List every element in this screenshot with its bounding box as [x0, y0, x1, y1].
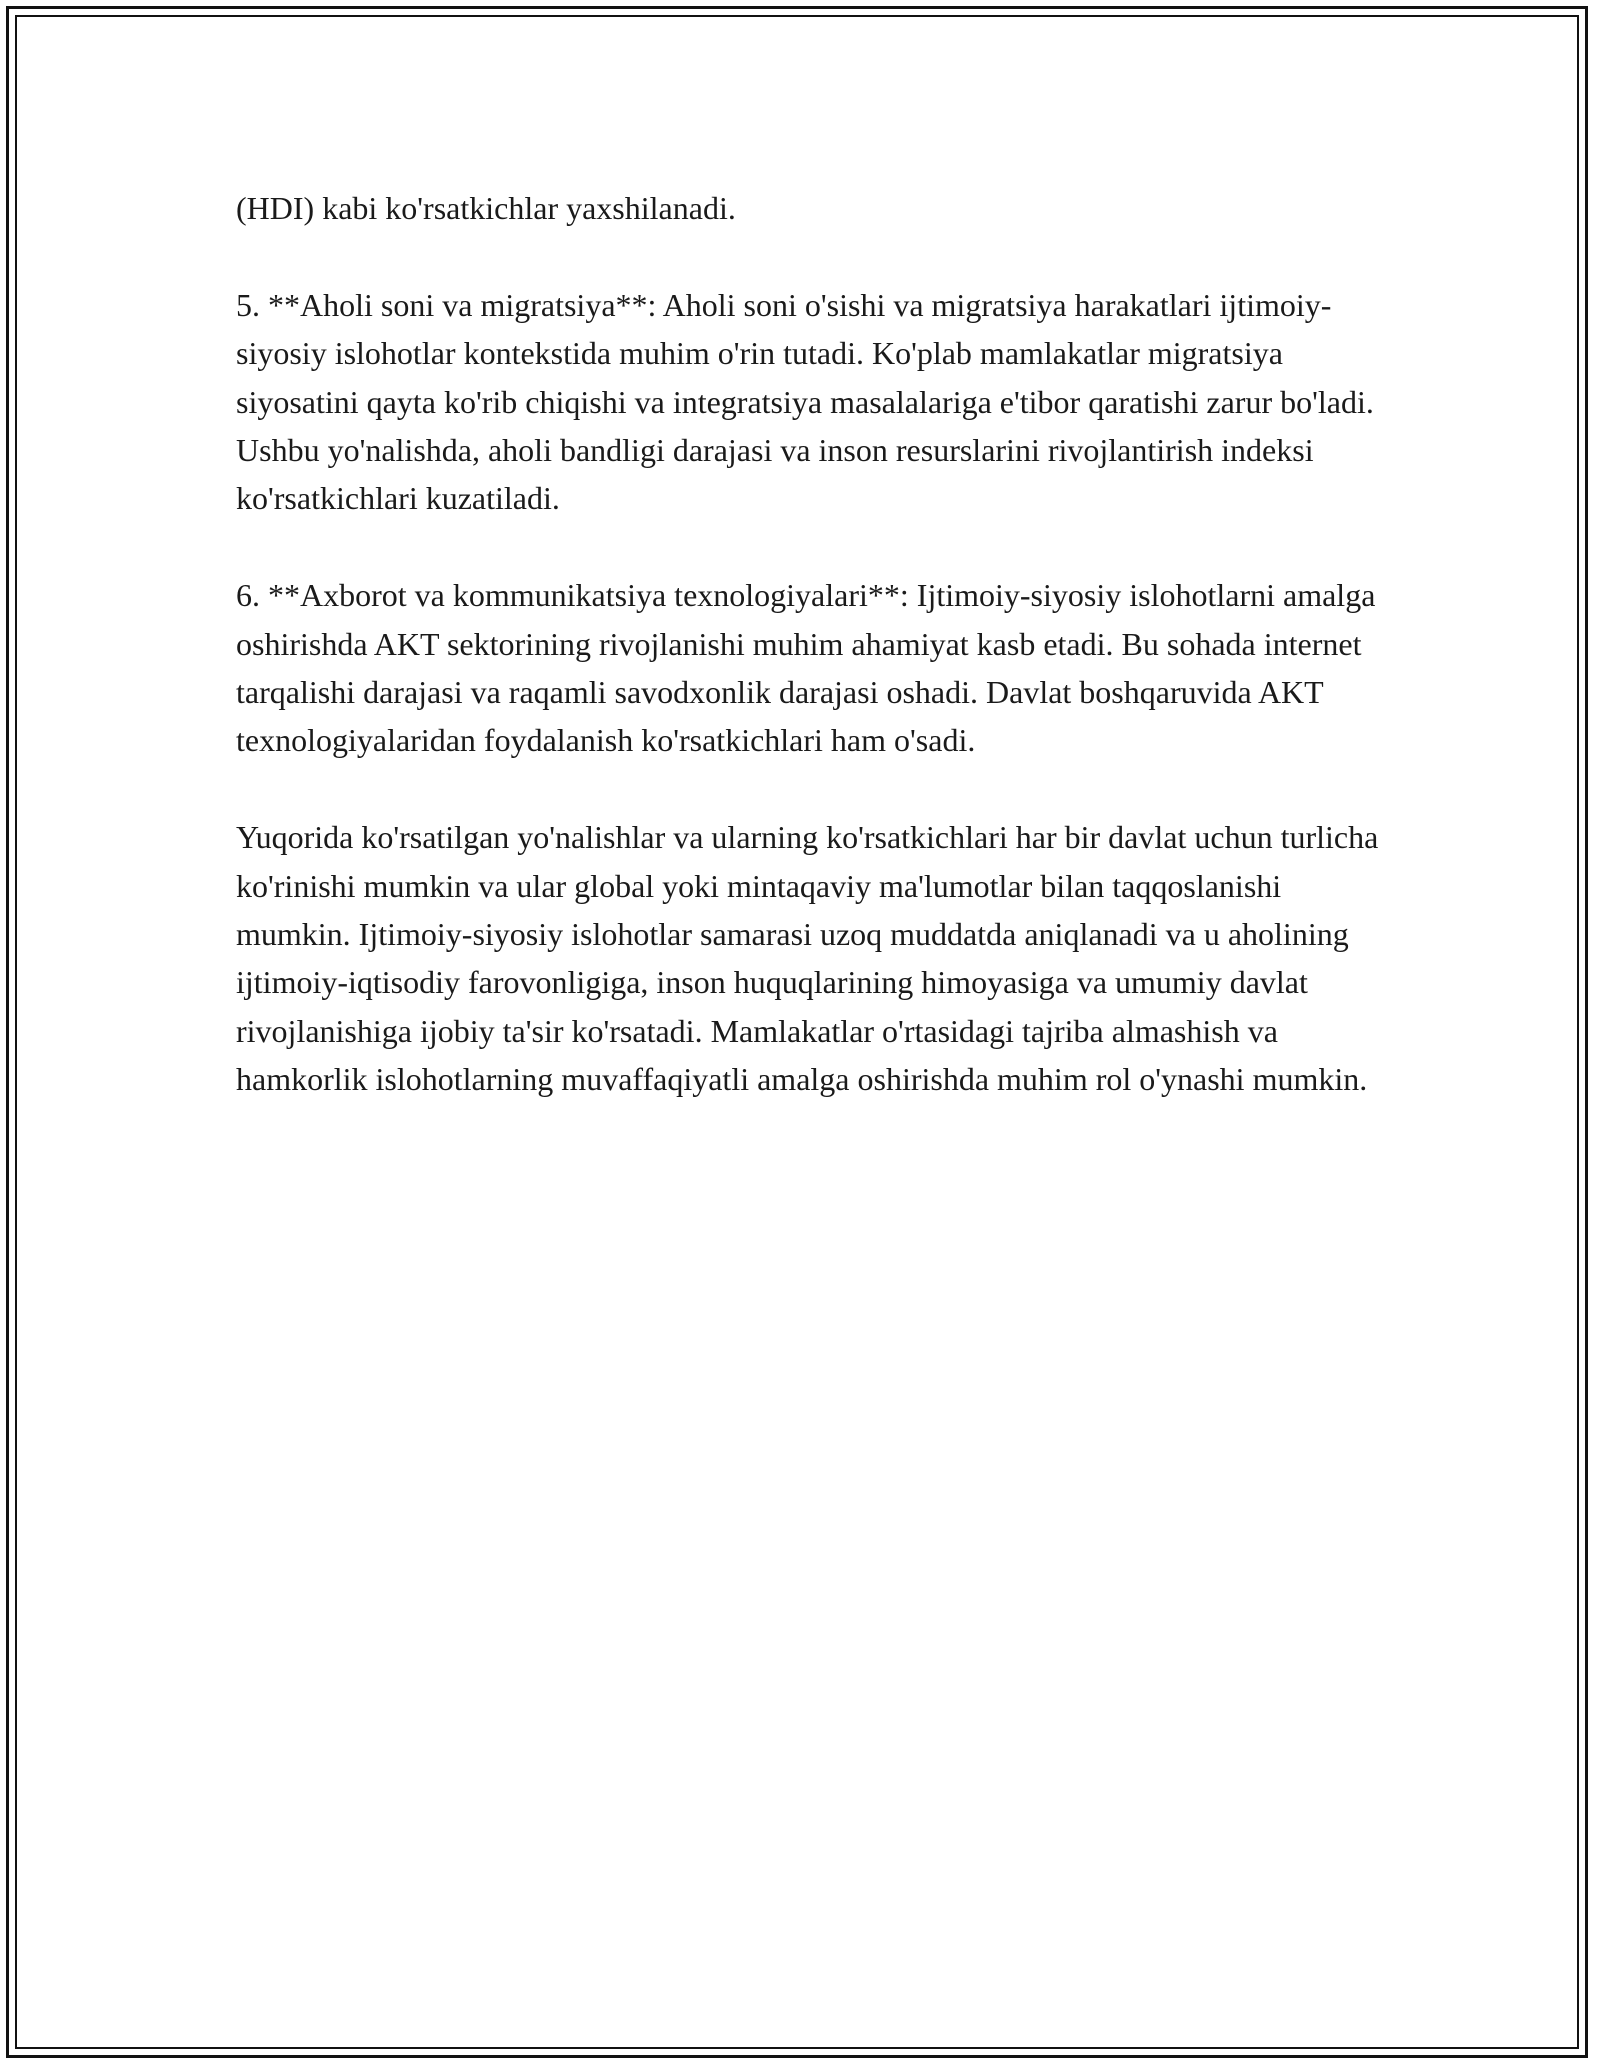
paragraph-population-migration: 5. **Aholi soni va migratsiya**: Aholi soni o'sishi va migratsiya harakatlari ijtimoiy-siyosiy islohotlar kontekstida muhim o'rin tutadi. Ko'plab mamlakatlar migratsiya siyosatini qayta ko'rib chiqishi va integratsiya masalalariga e'tibor qaratishi zarur bo'ladi. Ushbu yo'nalishda, aholi bandligi darajasi va inson resurslarini rivojlantirish indeksi ko'rsatkichlari kuzatiladi. — [236, 286, 1374, 517]
paragraph-ict: 6. **Axborot va kommunikatsiya texnologiyalari**: Ijtimoiy-siyosiy islohotlarni amalga oshirishda AKT sektorining rivojlanishi muhim ahamiyat kasb etadi. Bu sohada internet tarqalishi darajasi va raqamli savodxonlik darajasi oshadi. Davlat boshqaruvida AKT texnologiyalaridan foydalanish ko'rsatkichlari ham o'sadi. — [236, 577, 1376, 759]
document-body — [236, 184, 1386, 1104]
paragraph-conclusion: Yuqorida ko'rsatilgan yo'nalishlar va ularning ko'rsatkichlari har bir davlat uchun turlicha ko'rinishi mumkin va ular global yoki mintaqaviy ma'lumotlar bilan taqqoslanishi mumkin. Ijtimoiy-siyosiy islohotlar samarasi uzoq muddatda aniqlanadi va u aholining ijtimoiy-iqtisodiy farovonligiga, inson huquqlarining himoyasiga va umumiy davlat rivojlanishiga ijobiy ta'sir ko'rsatadi. Mamlakatlar o'rtasidagi tajriba almashish va hamkorlik islohotlarning muvaffaqiyatli amalga oshirishda muhim rol o'ynashi mumkin. — [236, 819, 1379, 1098]
paragraph-hdi-continuation: (HDI) kabi ko'rsatkichlar yaxshilanadi. — [236, 190, 736, 226]
